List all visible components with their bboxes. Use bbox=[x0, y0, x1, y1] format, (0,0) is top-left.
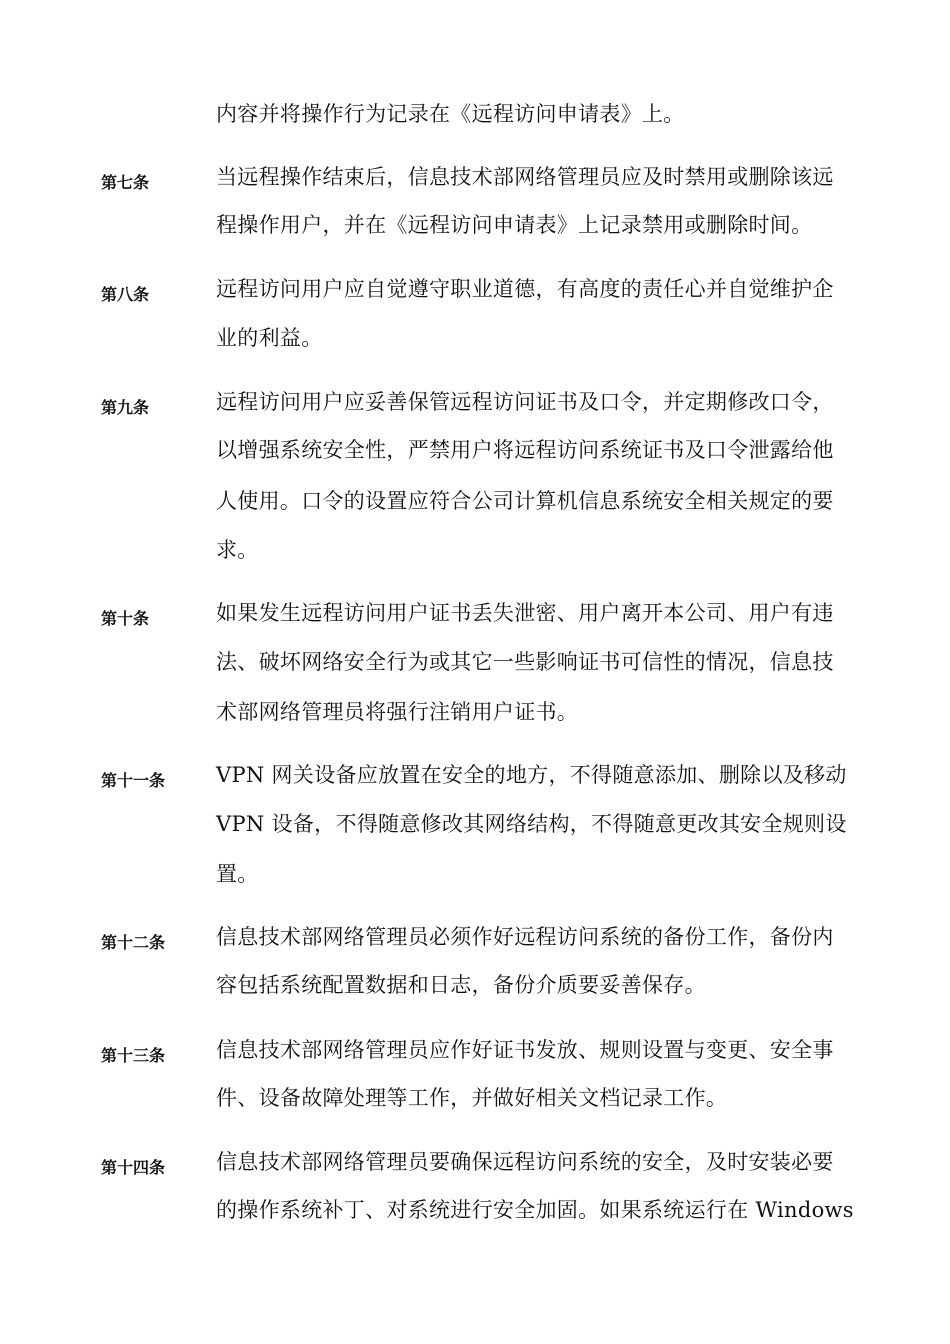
article-9-line: 远程访问用户应妥善保管远程访问证书及口令，并定期修改口令， bbox=[216, 390, 834, 414]
article-9-line: 求。 bbox=[216, 538, 259, 562]
article-14-line: 信息技术部网络管理员要确保远程访问系统的安全，及时安装必要 bbox=[216, 1150, 834, 1174]
article-7-line: 程操作用户，并在《远程访问申请表》上记录禁用或删除时间。 bbox=[216, 213, 813, 237]
article-8-line: 远程访问用户应自觉遵守职业道德，有高度的责任心并自觉维护企 bbox=[216, 277, 834, 301]
article-14-line: 的操作系统补丁、对系统进行安全加固。如果系统运行在 Windows bbox=[216, 1198, 854, 1222]
article-7-label: 第七条 bbox=[101, 173, 150, 192]
article-13-line: 信息技术部网络管理员应作好证书发放、规则设置与变更、安全事 bbox=[216, 1038, 834, 1062]
article-12-line: 容包括系统配置数据和日志，备份介质要妥善保存。 bbox=[216, 973, 706, 997]
article-11-line: VPN 网关设备应放置在安全的地方，不得随意添加、删除以及移动 bbox=[216, 763, 847, 787]
article-11-line: VPN 设备，不得随意修改其网络结构，不得随意更改其安全规则设 bbox=[216, 812, 847, 836]
article-12-label: 第十二条 bbox=[101, 933, 166, 952]
article-9-label: 第九条 bbox=[101, 398, 150, 417]
article-10-line: 法、破坏网络安全行为或其它一些影响证书可信性的情况，信息技 bbox=[216, 650, 834, 674]
article-7-line: 当远程操作结束后，信息技术部网络管理员应及时禁用或删除该远 bbox=[216, 165, 834, 189]
article-9-line: 以增强系统安全性，严禁用户将远程访问系统证书及口令泄露给他 bbox=[216, 438, 834, 462]
article-11-line: 置。 bbox=[216, 862, 259, 886]
article-14-label: 第十四条 bbox=[101, 1158, 166, 1177]
article-10-label: 第十条 bbox=[101, 609, 150, 628]
continuation-line: 内容并将操作行为记录在《远程访问申请表》上。 bbox=[216, 102, 685, 126]
article-13-label: 第十三条 bbox=[101, 1046, 166, 1065]
article-8-line: 业的利益。 bbox=[216, 326, 323, 350]
article-11-label: 第十一条 bbox=[101, 771, 166, 790]
article-13-line: 件、设备故障处理等工作，并做好相关文档记录工作。 bbox=[216, 1086, 728, 1110]
article-8-label: 第八条 bbox=[101, 285, 150, 304]
article-12-line: 信息技术部网络管理员必须作好远程访问系统的备份工作，备份内 bbox=[216, 925, 834, 949]
article-10-line: 如果发生远程访问用户证书丢失泄密、用户离开本公司、用户有违 bbox=[216, 601, 834, 625]
article-9-line: 人使用。口令的设置应符合公司计算机信息系统安全相关规定的要 bbox=[216, 489, 834, 513]
article-10-line: 术部网络管理员将强行注销用户证书。 bbox=[216, 700, 579, 724]
